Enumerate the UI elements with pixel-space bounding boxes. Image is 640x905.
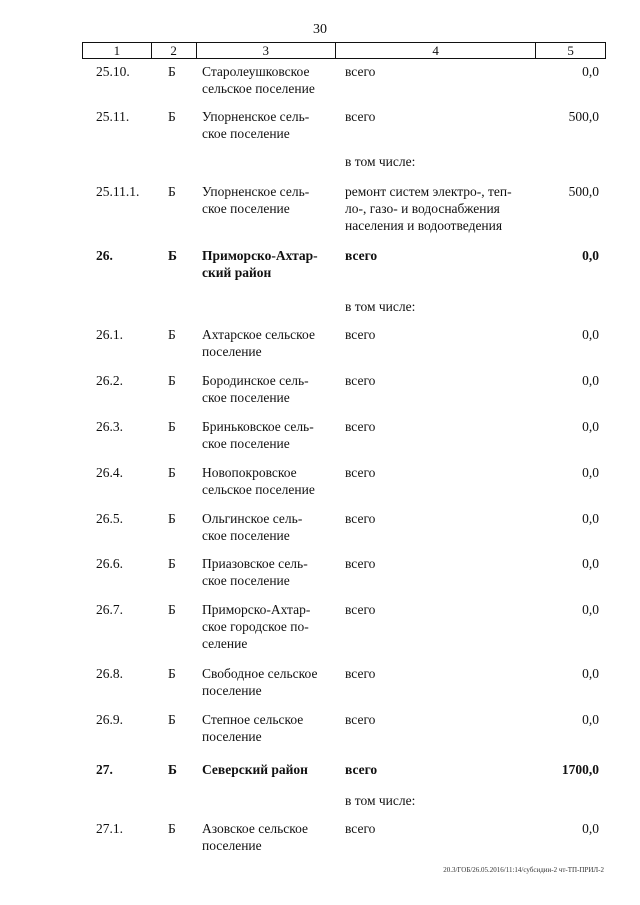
row-purpose <box>345 372 540 389</box>
row-type: Б <box>168 419 176 434</box>
row-number: 26.4. <box>96 465 123 480</box>
row-type: Б <box>168 327 176 342</box>
row-name-line: поселение <box>202 838 262 853</box>
column-header-2: 2 <box>152 43 197 58</box>
row-number: 26.6. <box>96 556 123 571</box>
row-number: 25.11.1. <box>96 184 140 199</box>
row-name <box>202 63 334 97</box>
column-header-3: 3 <box>197 43 336 58</box>
row-number: 26.9. <box>96 712 123 727</box>
row-purpose <box>345 326 540 343</box>
row-amount: 0,0 <box>582 511 599 526</box>
row-amount: 0,0 <box>582 666 599 681</box>
row-type: Б <box>168 712 176 727</box>
row-name-line: Степное сельское <box>202 712 304 727</box>
row-name-line: Приморско-Ахтар- <box>202 248 318 263</box>
row-purpose-line: всего <box>345 373 376 388</box>
row-amount: 0,0 <box>582 556 599 571</box>
row-name-line: ское поселение <box>202 201 290 216</box>
row-name-line: Ахтарское сельское <box>202 327 315 342</box>
row-amount: 0,0 <box>582 821 599 836</box>
row-purpose <box>345 510 540 527</box>
row-purpose-line: всего <box>345 419 376 434</box>
row-name-line: Упорненское сель- <box>202 109 310 124</box>
row-name-line: Азовское сельское <box>202 821 309 836</box>
row-amount: 0,0 <box>582 712 599 727</box>
row-purpose-line: всего <box>345 712 376 727</box>
row-purpose <box>345 464 540 481</box>
row-name <box>202 326 334 360</box>
row-purpose-line: в том числе: <box>345 793 416 808</box>
row-type: Б <box>168 556 176 571</box>
row-type: Б <box>168 109 176 124</box>
row-purpose <box>345 153 540 170</box>
row-name-line: поселение <box>202 344 262 359</box>
row-name-line: ское поселение <box>202 528 290 543</box>
row-name-line: Северский район <box>202 762 308 777</box>
row-amount: 0,0 <box>582 602 599 617</box>
row-name-line: сельское поселение <box>202 482 315 497</box>
row-type: Б <box>168 184 176 199</box>
row-amount: 1700,0 <box>561 762 599 777</box>
row-name-line: Приазовское сель- <box>202 556 308 571</box>
row-amount: 0,0 <box>582 373 599 388</box>
row-purpose <box>345 418 540 435</box>
row-purpose <box>345 665 540 682</box>
row-purpose <box>345 601 540 618</box>
row-purpose <box>345 63 540 80</box>
row-number: 25.11. <box>96 109 130 124</box>
row-name <box>202 711 334 745</box>
row-name-line: Ольгинское сель- <box>202 511 303 526</box>
row-type: Б <box>168 511 176 526</box>
row-name <box>202 601 334 652</box>
row-number: 26.3. <box>96 419 123 434</box>
row-name <box>202 183 334 217</box>
row-purpose-line: ло-, газо- и водоснабжения <box>345 201 500 216</box>
row-name-line: ское городское по- <box>202 619 309 634</box>
row-name <box>202 418 334 452</box>
row-amount: 0,0 <box>582 248 599 263</box>
row-amount: 0,0 <box>582 419 599 434</box>
row-number: 26.1. <box>96 327 123 342</box>
row-type: Б <box>168 465 176 480</box>
row-purpose <box>345 108 540 125</box>
row-type: Б <box>168 666 176 681</box>
row-purpose-line: всего <box>345 465 376 480</box>
row-purpose-line: населения и водоотведения <box>345 218 503 233</box>
row-number: 26.8. <box>96 666 123 681</box>
row-purpose <box>345 792 540 809</box>
row-purpose <box>345 820 540 837</box>
row-name-line: поселение <box>202 683 262 698</box>
column-header-4: 4 <box>336 43 536 58</box>
row-amount: 0,0 <box>582 64 599 79</box>
row-amount: 500,0 <box>568 184 599 199</box>
row-number: 27. <box>96 762 113 777</box>
row-purpose-line: всего <box>345 762 378 777</box>
row-purpose-line: всего <box>345 511 376 526</box>
row-name-line: ский район <box>202 265 272 280</box>
row-purpose-line: всего <box>345 64 376 79</box>
row-name-line: Старолеушковское <box>202 64 310 79</box>
row-purpose <box>345 555 540 572</box>
row-number: 26.2. <box>96 373 123 388</box>
row-name <box>202 820 334 854</box>
row-amount: 500,0 <box>568 109 599 124</box>
row-purpose-line: всего <box>345 109 376 124</box>
row-purpose-line: всего <box>345 602 376 617</box>
row-purpose-line: всего <box>345 327 376 342</box>
row-purpose <box>345 761 540 778</box>
row-name <box>202 108 334 142</box>
row-type: Б <box>168 762 177 777</box>
row-name-line: Бородинское сель- <box>202 373 309 388</box>
row-name <box>202 247 334 281</box>
row-name-line: ское поселение <box>202 436 290 451</box>
row-name <box>202 665 334 699</box>
row-name <box>202 761 334 778</box>
row-name-line: ское поселение <box>202 390 290 405</box>
row-name-line: ское поселение <box>202 573 290 588</box>
row-name-line: Приморско-Ахтар- <box>202 602 311 617</box>
row-name <box>202 372 334 406</box>
row-name-line: поселение <box>202 729 262 744</box>
page-number: 30 <box>313 22 327 37</box>
row-purpose-line: в том числе: <box>345 299 416 314</box>
row-name-line: селение <box>202 636 248 651</box>
row-number: 26.7. <box>96 602 123 617</box>
column-header-5: 5 <box>567 43 574 58</box>
document-footer: 20.3/ГОБ/26.05.2016/11:14/субсидии-2 чт-ТП-ПРИЛ-2 <box>443 866 604 874</box>
row-purpose <box>345 298 540 315</box>
row-type: Б <box>168 602 176 617</box>
row-type: Б <box>168 64 176 79</box>
row-purpose-line: всего <box>345 556 376 571</box>
row-purpose-line: всего <box>345 248 378 263</box>
row-name-line: ское поселение <box>202 126 290 141</box>
row-name <box>202 510 334 544</box>
row-name-line: Свободное сельское <box>202 666 318 681</box>
row-purpose-line: в том числе: <box>345 154 416 169</box>
row-purpose-line: всего <box>345 821 376 836</box>
row-name-line: Новопокровское <box>202 465 297 480</box>
row-purpose <box>345 183 540 234</box>
row-type: Б <box>168 248 177 263</box>
row-amount: 0,0 <box>582 327 599 342</box>
row-type: Б <box>168 821 176 836</box>
row-purpose-line: ремонт систем электро-, теп- <box>345 184 512 199</box>
column-header-1: 1 <box>83 43 152 58</box>
row-name-line: сельское поселение <box>202 81 315 96</box>
row-purpose-line: всего <box>345 666 376 681</box>
row-name <box>202 555 334 589</box>
row-name-line: Упорненское сель- <box>202 184 310 199</box>
row-amount: 0,0 <box>582 465 599 480</box>
row-number: 26. <box>96 248 113 263</box>
row-type: Б <box>168 373 176 388</box>
row-name <box>202 464 334 498</box>
row-purpose <box>345 247 540 264</box>
row-number: 27.1. <box>96 821 123 836</box>
row-number: 26.5. <box>96 511 123 526</box>
row-purpose <box>345 711 540 728</box>
row-number: 25.10. <box>96 64 130 79</box>
row-name-line: Бриньковское сель- <box>202 419 314 434</box>
